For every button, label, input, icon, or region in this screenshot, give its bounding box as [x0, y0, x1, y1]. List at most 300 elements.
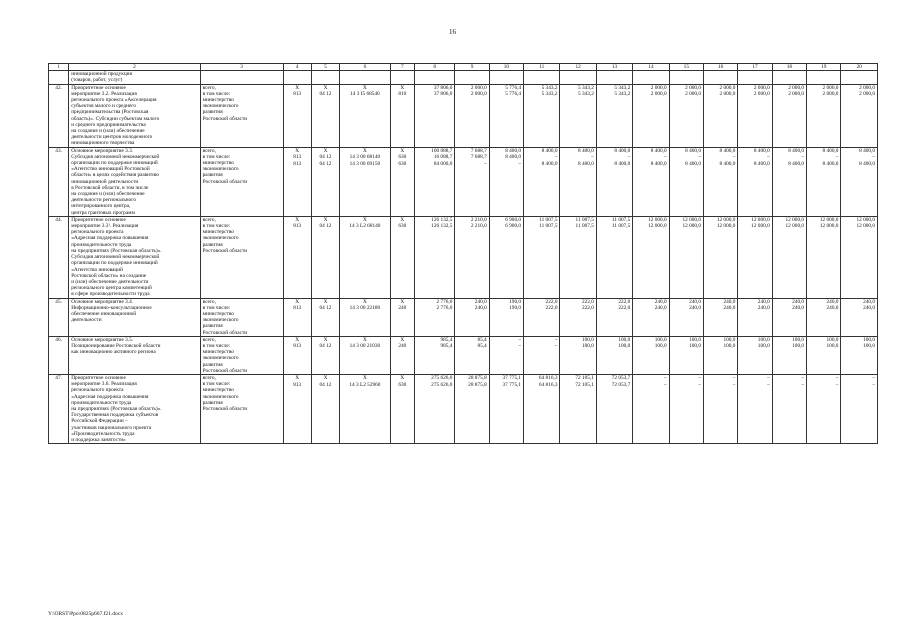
amount-col-17 — [738, 71, 772, 84]
amount-col-12 — [560, 374, 596, 443]
code-value: Х — [323, 298, 328, 305]
header-col-10: 10 — [489, 64, 523, 71]
amount-value: 100,0 — [863, 343, 875, 350]
amount-value: 7 688,7 — [470, 154, 487, 161]
measure-name-line: инновационной деятельности — [71, 178, 139, 185]
amount-value: 28 875,8 — [468, 374, 487, 381]
code-value: 813 — [293, 305, 302, 312]
executor-line: министерство — [202, 97, 234, 104]
amount-value: 240,0 — [792, 298, 805, 305]
header-col-11: 11 — [524, 64, 560, 71]
row-number: 43. — [49, 147, 69, 216]
amount-value: 8 400,0 — [753, 147, 770, 154]
amount-value: 8 400,0 — [650, 147, 667, 154]
code-c5 — [311, 71, 339, 84]
code-value: Х — [362, 216, 367, 223]
amount-value: 8 400,0 — [505, 147, 522, 154]
code-c7 — [390, 84, 414, 147]
amount-col-12 — [560, 147, 596, 216]
code-value: Х — [362, 336, 367, 343]
code-value: 630 — [398, 160, 407, 167]
code-value: 630 — [398, 154, 407, 161]
measure-name-line: мероприятие 3.2. Реализация — [71, 90, 137, 97]
amount-col-8 — [414, 216, 454, 298]
amount-col-8 — [414, 298, 454, 336]
amount-col-10 — [489, 84, 523, 147]
code-c6 — [340, 216, 391, 298]
header-col-17: 17 — [738, 64, 772, 71]
amount-value: – — [518, 160, 522, 167]
amount-value: 2 776,0 — [436, 298, 453, 305]
amount-value: 12 000,0 — [819, 216, 839, 223]
measure-name-line: Субсидия автономной некоммерческой — [71, 153, 160, 160]
amount-value: 64 816,3 — [538, 381, 558, 388]
amount-col-8 — [414, 71, 454, 84]
amount-col-19 — [807, 216, 841, 298]
amount-value: 2 000,0 — [753, 91, 770, 98]
amount-value: 72 053,7 — [611, 374, 631, 381]
code-value: 14 3 00 69150 — [349, 160, 381, 167]
executor — [200, 71, 283, 84]
amount-value: 240,0 — [654, 305, 667, 312]
executor-line: в том числе: — [202, 381, 231, 388]
amount-value: 8 400,0 — [541, 160, 558, 167]
executor-line: всего, — [202, 374, 216, 381]
code-c6 — [340, 147, 391, 216]
amount-col-9 — [455, 84, 489, 147]
code-value: 14 3 00 21030 — [349, 343, 381, 350]
amount-col-11 — [524, 216, 560, 298]
amount-value: 100,0 — [654, 336, 667, 343]
amount-col-18 — [772, 71, 806, 84]
amount-value: 12 000,0 — [648, 216, 667, 223]
code-c4 — [283, 84, 311, 147]
amount-value: – — [698, 154, 701, 161]
measure-name-line: Позиционирование Ростовской области — [71, 342, 161, 349]
executor-line: Ростовской области — [202, 247, 248, 254]
amount-col-9 — [455, 336, 489, 374]
measure-name-line: регионального проекта «Акселерация — [71, 97, 157, 104]
amount-value: 240,0 — [723, 298, 736, 305]
code-value: 04 12 — [319, 343, 332, 350]
amount-value: 16 088,7 — [433, 154, 453, 161]
measure-name — [69, 84, 200, 147]
executor-line: министерство — [202, 160, 234, 167]
code-value: Х — [323, 374, 328, 381]
code-c7 — [390, 71, 414, 84]
code-value: Х — [295, 147, 300, 154]
measure-name-line: производительности труда — [71, 399, 132, 406]
amount-value: 11 007,5 — [611, 223, 631, 230]
amount-value: 28 875,8 — [468, 381, 487, 388]
measure-name-line: мероприятие 3.6. Реализация — [71, 381, 137, 388]
amount-col-15 — [669, 298, 703, 336]
measure-name — [69, 71, 200, 84]
code-value: Х — [362, 84, 367, 91]
executor-line: развития — [202, 241, 223, 248]
row-number: 42. — [49, 84, 69, 147]
code-value: 240 — [398, 343, 407, 350]
amount-col-10 — [489, 216, 523, 298]
amount-col-12 — [560, 71, 596, 84]
amount-value: 8 400,0 — [753, 160, 770, 167]
amount-value: 240,0 — [654, 298, 667, 305]
amount-value: – — [835, 381, 839, 388]
amount-value: 11 007,5 — [575, 216, 594, 223]
measure-name-line: Информационно-консультационное — [71, 304, 152, 311]
code-value: 04 12 — [319, 381, 332, 388]
measure-name-line: мероприятие 3.3¹. Реализация — [71, 223, 139, 230]
amount-value: – — [801, 381, 805, 388]
table-row — [49, 147, 878, 216]
amount-value: 37 806,0 — [433, 84, 453, 91]
amount-value: 240,0 — [863, 298, 875, 305]
table-row — [49, 298, 878, 336]
measure-name-line: Основное мероприятие 3.3. — [71, 147, 134, 154]
amount-value: 5 343,2 — [614, 84, 631, 91]
header-col-16: 16 — [704, 64, 738, 71]
code-value: 810 — [398, 91, 407, 98]
amount-value: 100,0 — [863, 336, 875, 343]
amount-col-15 — [669, 216, 703, 298]
amount-value: 240,0 — [689, 298, 701, 305]
amount-value: – — [554, 343, 558, 350]
executor-line: в том числе: — [202, 153, 231, 160]
code-c7 — [390, 147, 414, 216]
amount-value: 2 000,0 — [788, 91, 805, 98]
amount-value: 100,0 — [792, 336, 805, 343]
amount-value: – — [767, 154, 770, 161]
page-number: 16 — [449, 28, 456, 36]
amount-col-20 — [841, 336, 878, 374]
code-value: 14 3 00 68140 — [349, 154, 381, 161]
amount-value: 240,0 — [863, 305, 875, 312]
amount-col-14 — [633, 71, 669, 84]
executor-line: экономического — [202, 393, 239, 400]
amount-value: 8 400,0 — [614, 147, 631, 154]
executor-line: всего, — [202, 336, 216, 343]
amount-value: 985,4 — [440, 343, 453, 350]
executor-line: всего, — [202, 84, 216, 91]
code-value: 630 — [398, 381, 407, 388]
amount-value: – — [518, 343, 522, 350]
amount-value: 11 007,5 — [539, 223, 558, 230]
amount-value: – — [732, 154, 736, 161]
amount-value: – — [872, 381, 875, 388]
code-value: 04 12 — [319, 305, 332, 312]
code-value: 813 — [293, 91, 302, 98]
amount-value: 12 000,0 — [785, 223, 805, 230]
amount-col-16 — [704, 71, 738, 84]
amount-value: 37 775,1 — [502, 374, 522, 381]
measure-name-line: в сфере производительности труда — [71, 291, 150, 298]
amount-value: 85,4 — [477, 343, 487, 350]
measure-name-line: и поддержка занятости» — [71, 436, 126, 443]
amount-value: 100,0 — [581, 336, 594, 343]
amount-value: 2 776,0 — [436, 305, 453, 312]
amount-col-16 — [704, 374, 738, 443]
measure-name-line: «Адресная поддержка повышения — [71, 393, 149, 400]
measure-name-line: и (или) обеспечение деятельности — [71, 278, 149, 285]
amount-col-11 — [524, 374, 560, 443]
code-c4 — [283, 336, 311, 374]
amount-value: – — [663, 154, 667, 161]
measure-name — [69, 336, 200, 374]
executor-line: Ростовской области — [202, 115, 248, 122]
amount-col-13 — [596, 71, 632, 84]
amount-value: – — [663, 381, 667, 388]
code-value: 14 3 I5 68540 — [350, 91, 380, 98]
amount-col-19 — [807, 147, 841, 216]
amount-value: 8 400,0 — [788, 160, 805, 167]
amount-col-14 — [633, 298, 669, 336]
amount-col-16 — [704, 336, 738, 374]
code-c4 — [283, 216, 311, 298]
executor-line: всего, — [202, 147, 216, 154]
amount-value: 100,0 — [689, 336, 701, 343]
amount-col-19 — [807, 374, 841, 443]
measure-name-line: Основное мероприятие 3.5. — [71, 336, 134, 343]
amount-col-12 — [560, 298, 596, 336]
amount-value: 8 400,0 — [719, 147, 736, 154]
executor-line: Ростовской области — [202, 178, 248, 185]
amount-col-16 — [704, 216, 738, 298]
amount-value: 5 343,2 — [541, 91, 558, 98]
executor-line: всего, — [202, 216, 216, 223]
amount-value: 12 000,0 — [716, 223, 736, 230]
amount-col-18 — [772, 298, 806, 336]
amount-col-10 — [489, 374, 523, 443]
executor-line: развития — [202, 172, 223, 179]
amount-value: – — [767, 374, 770, 381]
amount-value: 222,0 — [581, 298, 594, 305]
amount-value: 2 000,0 — [788, 84, 805, 91]
amount-col-13 — [596, 147, 632, 216]
amount-value: 240,0 — [757, 298, 770, 305]
amount-value: 222,0 — [581, 305, 594, 312]
amount-value: 12 000,0 — [682, 216, 701, 223]
amount-value: 275 626,0 — [431, 381, 453, 388]
code-c7 — [390, 374, 414, 443]
amount-value: 240,0 — [826, 305, 839, 312]
header-col-5: 5 — [311, 64, 339, 71]
amount-value: – — [872, 154, 875, 161]
header-col-2: 2 — [69, 64, 200, 71]
amount-col-15 — [669, 374, 703, 443]
amount-col-17 — [738, 298, 772, 336]
amount-value: 222,0 — [618, 298, 631, 305]
code-c5 — [311, 374, 339, 443]
code-value: Х — [295, 336, 300, 343]
amount-col-13 — [596, 336, 632, 374]
code-c4 — [283, 147, 311, 216]
code-value: 14 3 00 22180 — [349, 305, 381, 312]
amount-col-20 — [841, 298, 878, 336]
amount-value: 2 000,0 — [859, 84, 875, 91]
amount-value: 72 105,1 — [575, 381, 594, 388]
amount-value: – — [698, 374, 701, 381]
amount-col-16 — [704, 147, 738, 216]
header-col-13: 13 — [596, 64, 632, 71]
amount-col-20 — [841, 374, 878, 443]
amount-value: 2 000,0 — [685, 91, 701, 98]
executor-line: Ростовской области — [202, 405, 248, 412]
executor-line: министерство — [202, 229, 234, 236]
measure-name-line: центра грантовых программ — [71, 209, 135, 216]
amount-value: – — [835, 374, 839, 381]
measure-name-line: Государственная поддержка субъектов — [71, 412, 159, 419]
measure-name-line: инновационного творчества — [71, 140, 135, 147]
measure-name — [69, 216, 200, 298]
code-c6 — [340, 298, 391, 336]
header-col-4: 4 — [283, 64, 311, 71]
code-c5 — [311, 298, 339, 336]
code-value: 14 3 L2 68140 — [349, 223, 381, 230]
code-value: Х — [362, 147, 367, 154]
amount-col-11 — [524, 84, 560, 147]
amount-col-20 — [841, 147, 878, 216]
amount-value: 8 400,0 — [788, 147, 805, 154]
code-value: Х — [323, 336, 328, 343]
code-c6 — [340, 336, 391, 374]
amount-col-10 — [489, 71, 523, 84]
amount-value: 8 400,0 — [505, 154, 522, 161]
amount-col-13 — [596, 374, 632, 443]
amount-col-14 — [633, 147, 669, 216]
measure-name-line: регионального проекта — [71, 387, 124, 394]
header-col-14: 14 — [633, 64, 669, 71]
amount-value: – — [484, 160, 487, 167]
code-value: Х — [400, 216, 405, 223]
amount-col-14 — [633, 374, 669, 443]
code-value: Х — [295, 216, 300, 223]
code-c7 — [390, 336, 414, 374]
code-c5 — [311, 84, 339, 147]
amount-value: 222,0 — [545, 305, 558, 312]
executor-line: развития — [202, 109, 223, 116]
measure-name — [69, 374, 200, 443]
measure-name-line: «Агентство инноваций — [71, 266, 123, 273]
amount-col-9 — [455, 298, 489, 336]
amount-value: 2 210,0 — [470, 216, 487, 223]
amount-col-12 — [560, 216, 596, 298]
amount-value: 126 132,5 — [431, 223, 453, 230]
amount-value: 5 343,2 — [577, 84, 594, 91]
amount-col-17 — [738, 216, 772, 298]
code-value: Х — [362, 374, 367, 381]
amount-col-9 — [455, 216, 489, 298]
measure-name-line: «Адресная поддержка повышения — [71, 235, 149, 242]
amount-value: 240,0 — [474, 305, 487, 312]
measure-name-line: деятельности — [71, 317, 102, 324]
executor — [200, 298, 283, 336]
code-value: Х — [400, 84, 405, 91]
amount-value: 2 000,0 — [470, 91, 487, 98]
measure-name — [69, 147, 200, 216]
header-col-9: 9 — [455, 64, 489, 71]
amount-value: 275 626,0 — [431, 374, 453, 381]
code-value: 813 — [293, 160, 302, 167]
measure-name-line: Основное мероприятие 3.4. — [71, 298, 134, 305]
measure-name-line: Субсидия автономной некоммерческой — [71, 254, 160, 261]
amount-value: 240,0 — [723, 305, 736, 312]
amount-value: – — [663, 374, 667, 381]
code-c4 — [283, 298, 311, 336]
amount-col-18 — [772, 374, 806, 443]
amount-col-8 — [414, 374, 454, 443]
amount-value: 2 000,0 — [859, 91, 875, 98]
executor-line: экономического — [202, 235, 239, 242]
amount-value: 100,0 — [757, 343, 770, 350]
code-value: 813 — [293, 343, 302, 350]
row-number: 47. — [49, 374, 69, 443]
measure-name-line: на создание и (или) обеспечение — [71, 128, 145, 135]
amount-col-11 — [524, 71, 560, 84]
measure-name-line: и среднего предпринимательства — [71, 121, 146, 128]
measure-name-line: Ростовской области» на создание — [71, 272, 147, 279]
executor-line: министерство — [202, 349, 234, 356]
amount-value: 12 000,0 — [682, 223, 701, 230]
measure-name-line: производительности труда — [71, 241, 132, 248]
measure-name-line: участников национального проекта — [71, 424, 152, 431]
amount-value: – — [801, 374, 805, 381]
code-value: 813 — [293, 223, 302, 230]
amount-value: 8 400,0 — [685, 160, 701, 167]
measure-name-line: регионального проекта — [71, 229, 124, 236]
amount-value: 7 688,7 — [470, 147, 487, 154]
amount-value: 5 776,4 — [505, 84, 522, 91]
amount-value: 84 000,0 — [433, 160, 453, 167]
amount-value: 8 400,0 — [822, 147, 839, 154]
amount-value: 8 400,0 — [859, 147, 875, 154]
amount-col-17 — [738, 374, 772, 443]
budget-table — [48, 63, 878, 444]
amount-col-20 — [841, 216, 878, 298]
measure-name-line: в Ростовской области, в том числе — [71, 184, 149, 191]
amount-col-8 — [414, 336, 454, 374]
amount-value: 5 776,4 — [505, 91, 522, 98]
amount-col-15 — [669, 147, 703, 216]
header-col-3: 3 — [200, 64, 283, 71]
amount-value: 12 000,0 — [751, 223, 770, 230]
measure-name-line: Приоритетное основное — [71, 374, 126, 381]
executor — [200, 374, 283, 443]
measure-name-line: на предприятиях (Ростовская область)». — [71, 247, 162, 254]
amount-value: 85,4 — [477, 336, 487, 343]
code-value: Х — [362, 298, 367, 305]
measure-name-line: как инновационно активного региона — [71, 349, 156, 356]
code-c7 — [390, 216, 414, 298]
measure-name-line: интегрированного центра, — [71, 203, 131, 210]
executor-line: в том числе: — [202, 304, 231, 311]
amount-value: 190,0 — [509, 305, 522, 312]
code-value: 04 12 — [319, 154, 332, 161]
header-col-15: 15 — [669, 64, 703, 71]
measure-name-line: область)». Субсидии субъектам малого — [71, 115, 160, 122]
amount-value: 8 400,0 — [859, 160, 875, 167]
amount-col-16 — [704, 298, 738, 336]
amount-col-9 — [455, 374, 489, 443]
amount-value: 8 400,0 — [650, 160, 667, 167]
amount-col-19 — [807, 84, 841, 147]
measure-name-line: регионального центра компетенций — [71, 285, 152, 292]
amount-col-13 — [596, 298, 632, 336]
file-path-footer: Y:\ORST\Ppo\0825p667.f21.docx — [48, 611, 123, 617]
amount-col-15 — [669, 71, 703, 84]
measure-name — [69, 298, 200, 336]
amount-col-8 — [414, 84, 454, 147]
amount-value: 985,4 — [440, 336, 453, 343]
